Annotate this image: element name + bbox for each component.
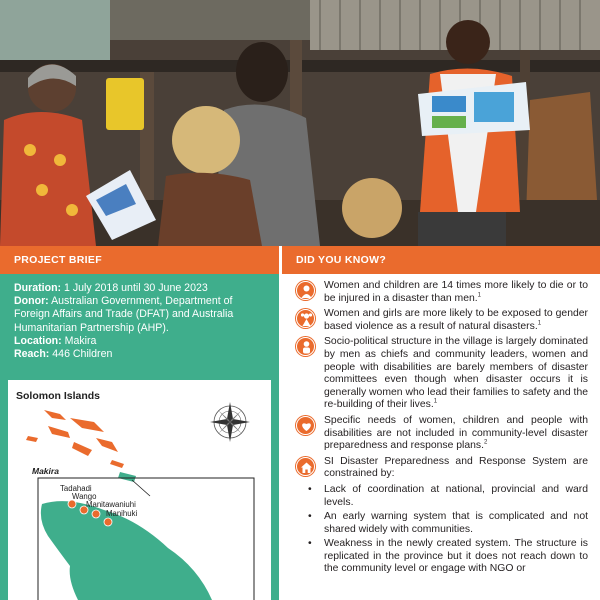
fact-text: Women and children are 14 times more likely to die or to be injured in a disaster than men. <box>324 280 588 304</box>
fact-item <box>296 415 588 453</box>
map-place-wango: Wango <box>72 492 97 501</box>
map-place-manihuki: Manihuki <box>106 509 138 518</box>
duration-row <box>14 282 269 295</box>
fact-ref: 1 <box>433 398 438 405</box>
donor-value: Australian Government, Department of Foreign Affairs and Trade (DFAT) and Australia Humanitarian Partnership (AHP). <box>14 295 234 334</box>
heart-hands-icon <box>296 416 315 435</box>
duration-label: Duration: <box>14 282 62 294</box>
location-value: Makira <box>64 334 97 347</box>
list-item: • Weakness in the newly created system. The structure is replicated in the province but it does not reach down to the community level or engage with NGO or <box>308 538 588 576</box>
list-item: • An early warning system that is complicated and not shared widely with communities. <box>308 511 588 536</box>
fact-item <box>296 336 588 412</box>
fact-item <box>296 280 588 305</box>
cover-photo <box>0 0 600 246</box>
fact-item <box>296 308 588 333</box>
project-brief-body <box>14 282 269 361</box>
donor-row <box>14 295 269 335</box>
map-place-manitawaniuhi: Manitawaniuhi <box>86 500 136 509</box>
duration-value: 1 July 2018 until 30 June 2023 <box>64 282 208 294</box>
location-label: Location: <box>14 334 62 347</box>
fact-ref: 2 <box>484 439 488 446</box>
donor-label: Donor: <box>14 295 49 308</box>
girl-icon <box>296 309 315 328</box>
project-brief-heading: PROJECT BRIEF <box>0 246 279 274</box>
constraints-list <box>296 484 588 576</box>
reach-row <box>14 348 269 361</box>
reach-label: Reach: <box>14 348 50 361</box>
fact-ref: 1 <box>537 320 542 327</box>
person-icon <box>296 337 315 356</box>
map-place-tadahadi: Tadahadi <box>60 484 92 493</box>
fact-text: SI Disaster Preparedness and Response System are constrained by: <box>324 455 588 480</box>
fact-text: Women and girls are more likely to be exposed to gender based violence as a result of natural disasters. <box>324 308 588 332</box>
did-you-know-heading: DID YOU KNOW? <box>282 246 600 274</box>
fact-ref: 1 <box>477 292 481 299</box>
woman-icon <box>296 281 315 300</box>
location-row <box>14 335 269 348</box>
fact-item <box>296 456 588 481</box>
location-map <box>8 380 271 600</box>
did-you-know-body <box>296 280 588 578</box>
fact-text: Socio-political structure in the village is largely dominated by men as chiefs and community leaders, women and people with disabilities are barely members of disaster committees even though when disaster occurs it is generally women who lead their families to safety and the re-building of their lives. <box>324 336 588 411</box>
compass-rose-icon <box>210 402 250 442</box>
map-country-title: Solomon Islands <box>16 390 101 402</box>
fact-text: Specific needs of women, children and people with disabilities are not included in community-level disaster preparedness and response plans. <box>324 414 588 452</box>
list-item: • Lack of coordination at national, provincial and ward levels. <box>308 484 588 509</box>
reach-value: 446 Children <box>52 348 113 361</box>
map-island-label: Makira <box>32 466 59 476</box>
map-graphic <box>8 380 271 600</box>
house-icon <box>296 457 315 476</box>
